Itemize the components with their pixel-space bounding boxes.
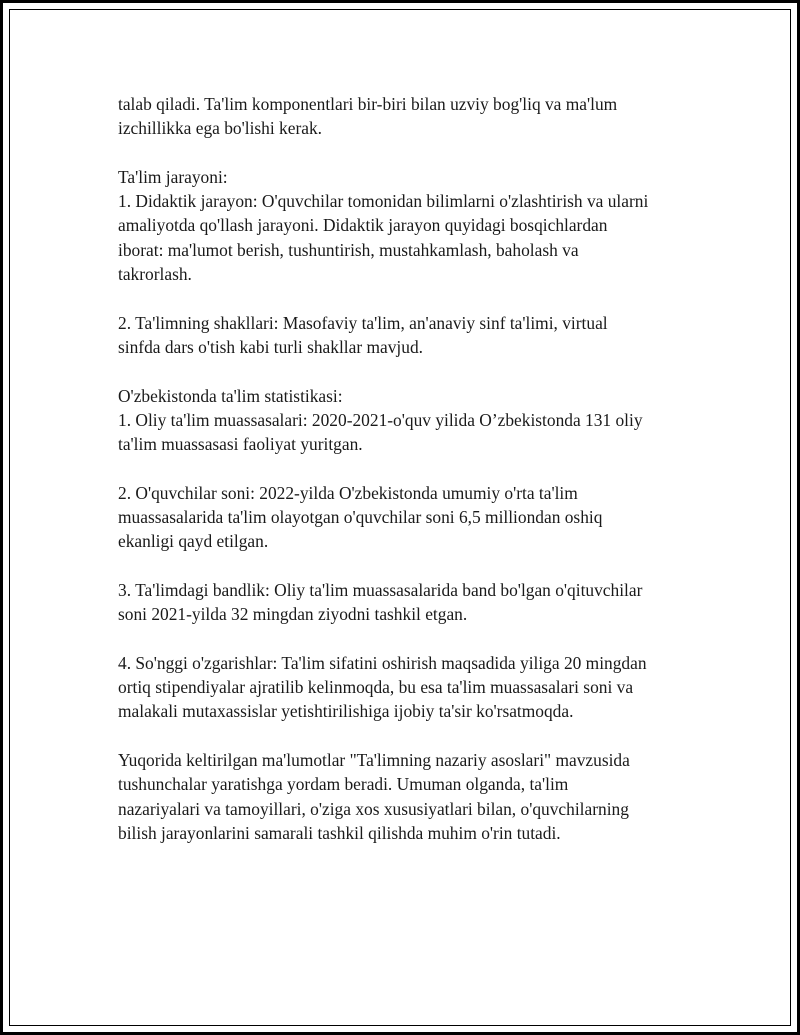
text-line: 3. Ta'limdagi bandlik: Oliy ta'lim muassasalarida band bo'lgan o'qituvchilar xyxy=(118,579,643,600)
section-heading: Ta'lim jarayoni: xyxy=(118,166,228,187)
text-line: sinfda dars o'tish kabi turli shakllar mavjud. xyxy=(118,336,423,357)
text-line: soni 2021-yilda 32 mingdan ziyodni tashkil etgan. xyxy=(118,604,468,625)
paragraph-gap xyxy=(118,286,698,310)
paragraph-gap xyxy=(118,724,698,748)
text-line: 1. Didaktik jarayon: O'quvchilar tomonidan bilimlarni o'zlashtirish va ularni xyxy=(118,191,649,212)
text-line: talab qiladi. Ta'lim komponentlari bir-biri bilan uzviy bog'liq va ma'lum xyxy=(118,94,618,114)
text-line: Yuqorida keltirilgan ma'lumotlar "Ta'limning nazariy asoslari" mavzusida xyxy=(118,750,630,771)
paragraph-gap xyxy=(118,141,698,165)
text-line: 4. So'nggi o'zgarishlar: Ta'lim sifatini oshirish maqsadida yiliga 20 mingdan xyxy=(118,652,647,673)
text-line: tushunchalar yaratishga yordam beradi. Umuman olganda, ta'lim xyxy=(118,774,569,795)
paragraph-statistics xyxy=(118,384,698,457)
text-line: 2. Ta'limning shakllari: Masofaviy ta'lim, an'anaviy sinf ta'limi, virtual xyxy=(118,312,608,333)
paragraph-gap xyxy=(118,627,698,651)
text-line: malakali mutaxassislar yetishtirilishiga ijobiy ta'sir ko'rsatmoqda. xyxy=(118,701,574,722)
document-body xyxy=(118,92,698,845)
paragraph-talim-jarayoni xyxy=(118,165,698,286)
text-line: ortiq stipendiyalar ajratilib kelinmoqda, bu esa ta'lim muassasalari soni va xyxy=(118,677,634,698)
paragraph-employment xyxy=(118,578,698,627)
paragraph-talim-shakllari xyxy=(118,311,698,360)
text-line: 2. O'quvchilar soni: 2022-yilda O'zbekistonda umumiy o'rta ta'lim xyxy=(118,482,578,503)
text-line: 1. Oliy ta'lim muassasalari: 2020-2021-o'quv yilida O’zbekistonda 131 oliy xyxy=(118,409,643,430)
text-line: ekanligi qayd etilgan. xyxy=(118,531,269,552)
text-line: takrorlash. xyxy=(118,264,192,285)
paragraph-gap xyxy=(118,554,698,578)
text-line: nazariyalari va tamoyillari, o'ziga xos xususiyatlari bilan, o'quvchilarning xyxy=(118,798,629,819)
text-line: izchillikka ega bo'lishi kerak. xyxy=(118,118,323,139)
paragraph-recent-changes xyxy=(118,651,698,724)
paragraph-intro-continuation xyxy=(118,92,698,141)
paragraph-conclusion xyxy=(118,748,698,845)
text-line: iborat: ma'lumot berish, tushuntirish, mustahkamlash, baholash va xyxy=(118,239,579,260)
paragraph-gap xyxy=(118,359,698,383)
section-heading: O'zbekistonda ta'lim statistikasi: xyxy=(118,385,343,406)
paragraph-students-count xyxy=(118,481,698,554)
paragraph-gap xyxy=(118,456,698,480)
text-line: amaliyotda qo'llash jarayoni. Didaktik jarayon quyidagi bosqichlardan xyxy=(118,215,608,236)
text-line: ta'lim muassasasi faoliyat yuritgan. xyxy=(118,434,363,455)
text-line: bilish jarayonlarini samarali tashkil qilishda muhim o'rin tutadi. xyxy=(118,822,561,843)
text-line: muassasalarida ta'lim olayotgan o'quvchilar soni 6,5 milliondan oshiq xyxy=(118,507,603,528)
